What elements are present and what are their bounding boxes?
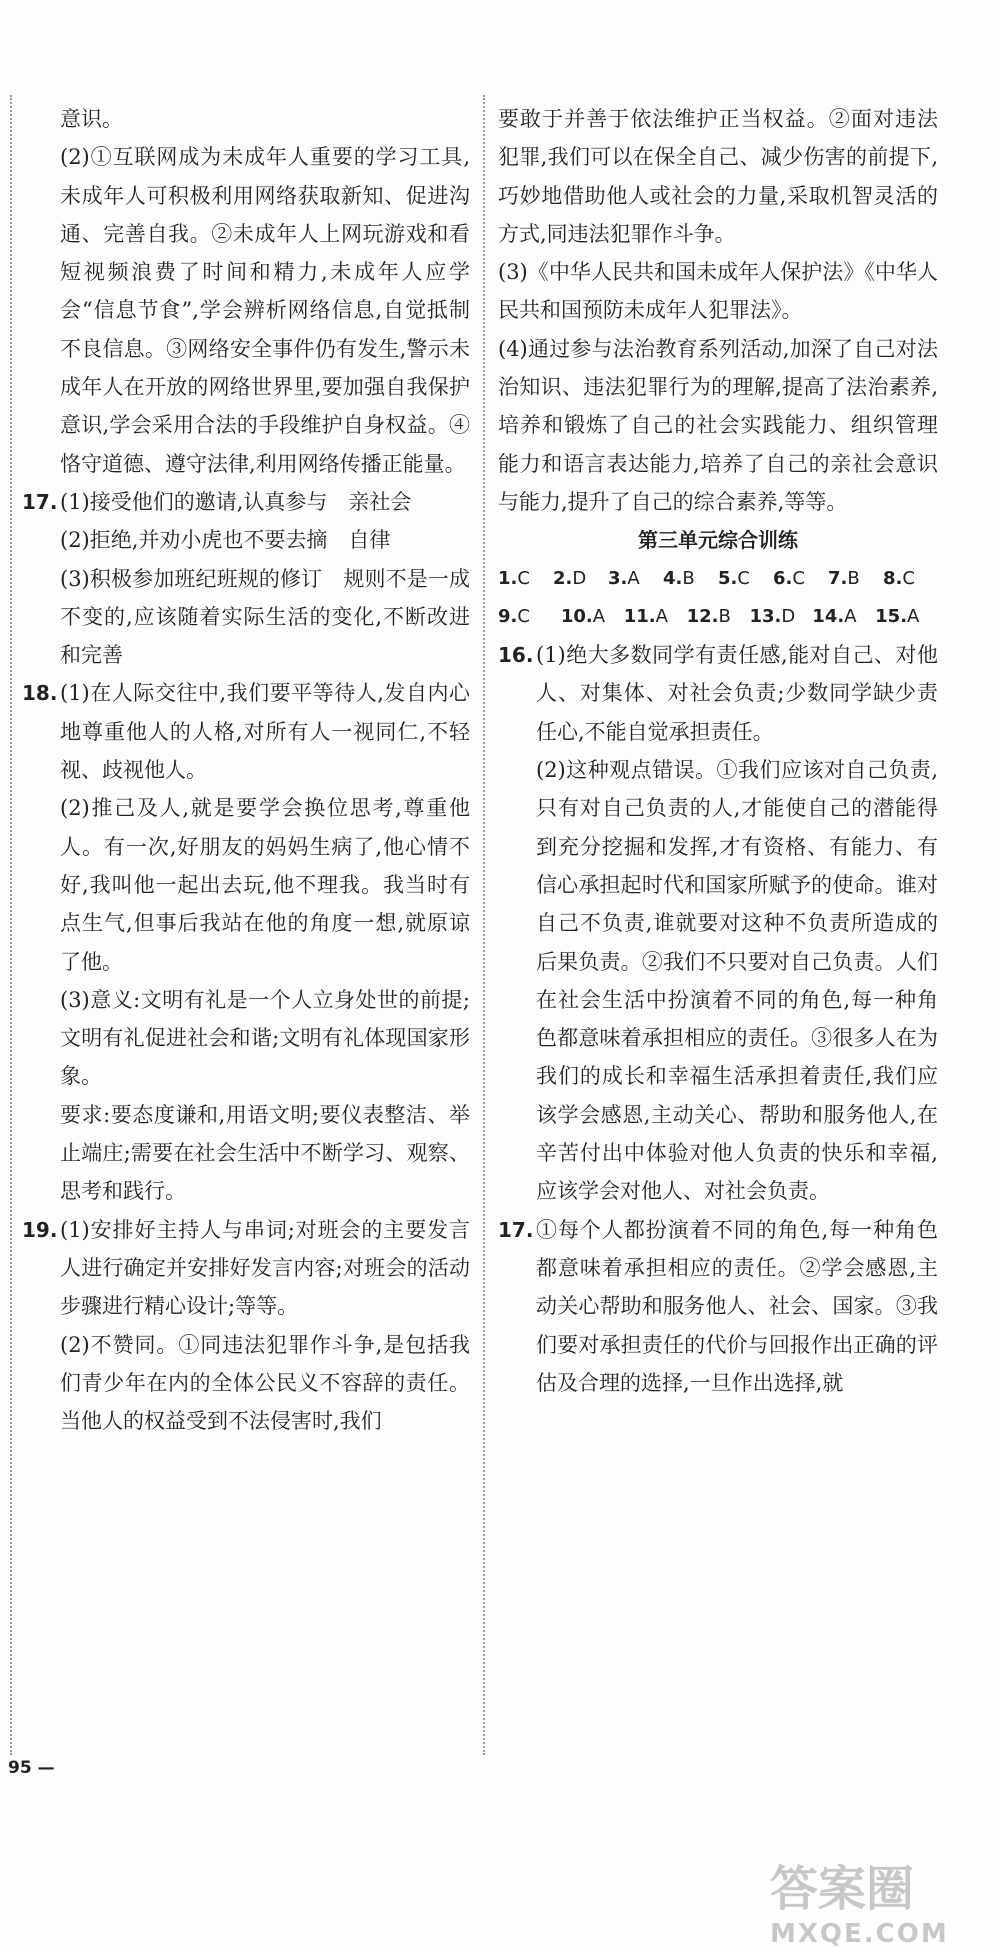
q18-part2: (2)推己及人,就是要学会换位思考,尊重他人。有一次,好朋友的妈妈生病了,他心情不好,我叫他一起出去玩,他不理我。我当时有点生气,但事后我站在他的角度一想,就原谅了他。 [60,796,470,974]
mc-answer-letter: B [682,567,695,589]
unit3-q16-part2: (2)这种观点错误。①我们应该对自己负责,只有对自己负责的人,才能使自己的潜能得到充分挖掘和发挥,才有资格、有能力、有信心承担起时代和国家所赋予的使命。谁对自己不负责,谁就要对这种不负责所造成的后果负责。②我们不只要对自己负责。人们在社会生活中扮演着不同的角色,每一种角色都意味着承担相应的责任。③很多人在为我们的成长和幸福生活承担着责任,我们应该学会感恩,主动关心、帮助和服务他人,在辛苦付出中体验对他人负责的快乐和幸福,应该学会对他人、对社会负责。 [536,758,938,1204]
right-column [498,100,938,1402]
mc-answer [663,560,718,598]
mc-answer [561,598,624,636]
q19-part1: (1)安排好主持人与串词;对班会的主要发言人进行确定并安排好发言内容;对班会的活动步骤进行精心设计;等等。 [60,1217,470,1319]
unit3-q16-part1: (1)绝大多数同学有责任感,能对自己、对他人、对集体、对社会负责;少数同学缺少责任心,不能自觉承担责任。 [536,643,938,744]
mc-answer-number: 5. [718,567,738,589]
mc-answer [883,560,938,598]
mc-answer-number: 8. [883,567,903,589]
mc-answer-number: 13. [749,605,782,627]
mc-answer-number: 15. [875,605,908,627]
mc-answer-letter: C [792,567,805,589]
q18-requirements: 要求:要态度谦和,用语文明;要仪表整洁、举止端庄;需要在社会生活中不断学习、观察、思考和践行。 [60,1102,470,1204]
mc-answer [498,560,553,598]
mc-answer-letter: B [718,605,731,627]
mc-answer-number: 10. [560,605,593,627]
q18-part3: (3)意义:文明有礼是一个人立身处世的前提;文明有礼促进社会和谐;文明有礼体现国家形象。 [60,987,470,1089]
watermark-url: MXQE.COM [770,1919,949,1949]
mc-answer [718,560,773,598]
question-18 [22,674,470,1210]
mc-answer-letter: A [844,605,857,627]
multiple-choice-row-2 [498,598,938,636]
mc-answer-number: 2. [553,567,573,589]
mc-answer-letter: A [592,605,606,627]
mc-answer-number: 11. [623,605,656,627]
mc-answer-number: 6. [773,567,793,589]
mc-answer-letter: D [572,567,587,589]
mc-answer [749,598,812,636]
mc-answer-letter: B [847,567,860,589]
mc-answer [687,598,750,636]
q19-continuation: 要敢于并善于依法维护正当权益。②面对违法犯罪,我们可以在保全自己、减少伤害的前提下,巧妙地借助他人或社会的力量,采取机智灵活的方式,同违法犯罪作斗争。 [498,107,938,246]
q16-part2: (2)①互联网成为未成年人重要的学习工具,未成年人可积极利用网络获取新知、促进沟通、完善自我。②未成年人上网玩游戏和看短视频浪费了时间和精力,未成年人应学会“信息节食”,学会辨析网络信息,自觉抵制不良信息。③网络安全事件仍有发生,警示未成年人在开放的网络世界里,要加强自我保护意识,学会采用合法的手段维护自身权益。④恪守道德、遵守法律,利用网络传播正能量。 [60,145,470,476]
left-margin-dotted-rule [10,95,12,1755]
mc-answer [812,598,875,636]
mc-answer-letter: C [517,567,530,589]
question-number: 17. [498,1217,534,1242]
mc-answer-letter: A [627,567,640,589]
mc-answer-letter: C [517,605,530,627]
multiple-choice-row-1 [498,560,938,598]
mc-answer-letter: D [781,605,796,627]
left-column [22,100,470,1440]
mc-answer [773,560,828,598]
column-divider-dotted-rule [483,95,485,1755]
mc-answer-number: 7. [828,567,848,589]
q18-part1: (1)在人际交往中,我们要平等待人,发自内心地尊重他人的人格,对所有人一视同仁,不轻视、歧视他人。 [60,681,470,783]
mc-answer-number: 14. [812,605,845,627]
mc-answer-letter: C [902,567,915,589]
unit3-q17-text: ①每个人都扮演着不同的角色,每一种角色都意味着承担相应的责任。②学会感恩,主动关心帮助和服务他人、社会、国家。③我们要对承担责任的代价与回报作出正确的评估及合理的选择,一旦作出选择,就 [536,1217,938,1395]
q17-part2: (2)拒绝,并劝小虎也不要去摘 自律 [60,528,391,553]
question-number: 19. [22,1217,58,1242]
q19-part3: (3)《中华人民共和国未成年人保护法》《中华人民共和国预防未成年人犯罪法》。 [498,260,938,323]
question-19 [22,1211,470,1441]
mc-answer-number: 9. [498,605,518,627]
q19-part2: (2)不赞同。①同违法犯罪作斗争,是包括我们青少年在内的全体公民义不容辞的责任。当他人的权益受到不法侵害时,我们 [60,1332,470,1434]
question-number: 18. [22,681,58,706]
unit3-question-17 [498,1211,938,1402]
mc-answer-number: 3. [608,567,628,589]
mc-answer-number: 12. [686,605,719,627]
intro-text: 意识。 [60,107,123,131]
section-title: 第三单元综合训练 [638,528,798,553]
mc-answer-letter: A [655,605,668,627]
mc-answer-number: 4. [663,567,683,589]
q17-part1: (1)接受他们的邀请,认真参与 亲社会 [60,489,412,514]
mc-answer [828,560,883,598]
mc-answer [608,560,663,598]
mc-answer [553,560,608,598]
mc-answer-number: 1. [498,567,518,589]
q17-part3: (3)积极参加班纪班规的修订 规则不是一成不变的,应该随着实际生活的变化,不断改进和完善 [60,566,470,668]
site-watermark [770,1850,949,1949]
watermark-logo-text: 答案圈 [770,1861,915,1917]
question-17 [22,483,470,674]
question-number: 16. [498,643,534,668]
unit3-question-16 [498,636,938,1210]
mc-answer [624,598,687,636]
question-number: 17. [22,489,58,514]
mc-answer [875,598,938,636]
mc-answer-letter: A [907,605,920,627]
mc-answer-letter: C [737,567,750,589]
page-number: 95 — [8,1758,55,1778]
q19-part4: (4)通过参与法治教育系列活动,加深了自己对法治知识、违法犯罪行为的理解,提高了法治素养,培养和锻炼了自己的社会实践能力、组织管理能力和语言表达能力,培养了自己的亲社会意识与能力,提升了自己的综合素养,等等。 [498,336,938,514]
mc-answer [498,598,561,636]
